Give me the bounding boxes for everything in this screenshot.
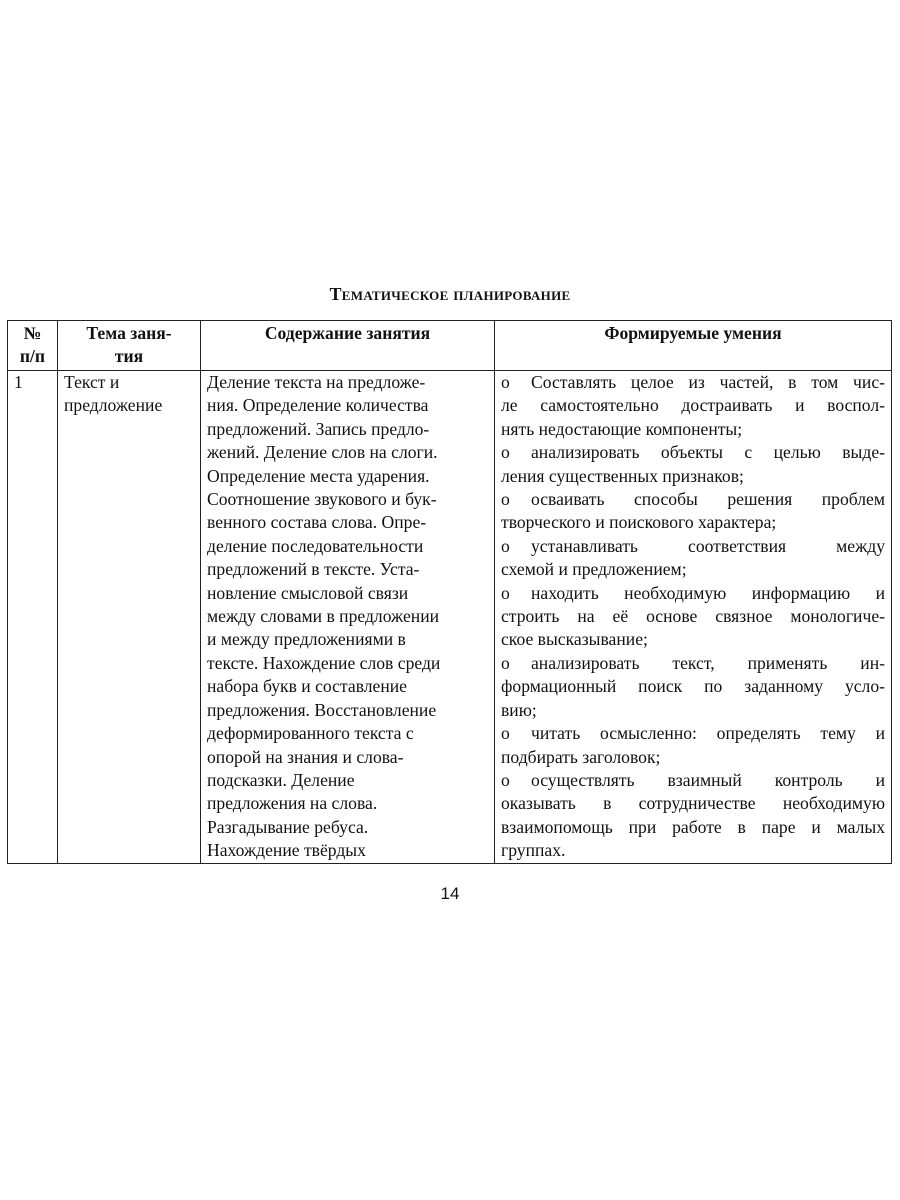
header-line: п/п <box>19 346 46 366</box>
header-content <box>201 321 495 371</box>
bullet-icon: o <box>501 489 510 510</box>
text-line: Определение места ударения. <box>207 465 430 486</box>
bullet-icon: o <box>501 652 510 673</box>
skill-item <box>501 441 885 464</box>
skill-item-continuation <box>501 628 885 651</box>
skill-text: строить на её основе связное монологиче- <box>501 606 885 627</box>
skill-item <box>501 488 885 511</box>
text-line: предложение <box>64 395 163 416</box>
skill-item-continuation <box>501 839 885 862</box>
skill-text: Составлять целое из частей, в том чис- <box>531 372 885 392</box>
skill-text: подбирать заголовок; <box>501 746 661 767</box>
text-line: жений. Деление слов на слоги. <box>207 442 438 463</box>
text-line: Деление текста на предложе- <box>207 372 426 392</box>
text-line: предложения. Восстановление <box>207 699 437 720</box>
text-line: и между предложениями в <box>207 629 406 650</box>
skill-item <box>501 582 885 605</box>
skill-item <box>501 722 885 745</box>
table-row <box>8 371 892 864</box>
skill-text: ления существенных признаков; <box>501 465 744 486</box>
skill-text: взаимопомощь при работе в паре и малых <box>501 816 885 837</box>
cell-content <box>201 371 495 864</box>
skill-item-continuation <box>501 558 885 581</box>
skill-item-continuation <box>501 465 885 488</box>
header-line: тия <box>114 346 144 366</box>
header-line: Формируемые умения <box>604 323 782 343</box>
table-header-row <box>8 321 892 371</box>
text-line: Разгадывание ребуса. <box>207 816 369 837</box>
text-line: венного состава слова. Опре- <box>207 512 427 533</box>
bullet-icon: o <box>501 723 510 744</box>
skill-item-continuation <box>501 746 885 769</box>
skill-text: анализировать текст, применять ин- <box>531 652 885 673</box>
text-line: между словами в предложении <box>207 606 440 627</box>
skill-text: формационный поиск по заданному усло- <box>501 676 885 697</box>
skill-item-continuation <box>501 418 885 441</box>
text-line: Текст и <box>64 372 120 392</box>
skill-text: схемой и предложением; <box>501 559 687 580</box>
skill-item <box>501 371 885 394</box>
cell-skills <box>495 371 892 864</box>
skill-item-continuation <box>501 394 885 417</box>
text-line: деформированного текста с <box>207 723 414 744</box>
header-line: Содержание занятия <box>264 323 431 343</box>
skill-text: осуществлять взаимный контроль и <box>531 769 885 790</box>
skill-item <box>501 535 885 558</box>
text-line: Нахождение твёрдых <box>207 840 366 861</box>
page-number: 14 <box>440 884 460 903</box>
text-line: предложения на слова. <box>207 793 378 814</box>
text-line: тексте. Нахождение слов среди <box>207 652 441 673</box>
skill-item-continuation <box>501 605 885 628</box>
header-num <box>8 321 58 371</box>
header-line: № <box>23 323 42 343</box>
skill-text: творческого и поискового характера; <box>501 512 777 533</box>
skill-text: осваивать способы решения проблем <box>531 489 885 510</box>
text-line: предложений. Запись предло- <box>207 418 430 439</box>
text-line: Соотношение звукового и бук- <box>207 489 437 510</box>
text-line: предложений в тексте. Уста- <box>207 559 420 580</box>
skill-text: нять недостающие компоненты; <box>501 418 743 439</box>
skill-item <box>501 769 885 792</box>
bullet-icon: o <box>501 769 510 790</box>
text-line: ния. Определение количества <box>207 395 429 416</box>
text-line: деление последовательности <box>207 535 424 556</box>
skill-text: ле самостоятельно достраивать и воспол- <box>501 395 885 416</box>
skill-item-continuation <box>501 675 885 698</box>
bullet-icon: o <box>501 535 510 556</box>
header-line: Тема заня- <box>86 323 172 343</box>
skill-text: оказывать в сотрудничестве необходимую <box>501 793 885 814</box>
cell-num: 1 <box>8 371 58 864</box>
skill-text: находить необходимую информацию и <box>531 582 885 603</box>
bullet-icon: o <box>501 372 510 392</box>
text-line: набора букв и составление <box>207 676 407 697</box>
bullet-icon: o <box>501 442 510 463</box>
skill-item-continuation <box>501 792 885 815</box>
skill-item-continuation <box>501 699 885 722</box>
text-line: подсказки. Деление <box>207 769 355 790</box>
cell-topic <box>58 371 201 864</box>
skill-item <box>501 652 885 675</box>
text-line: новление смысловой связи <box>207 582 409 603</box>
header-topic <box>58 321 201 371</box>
skill-text: вию; <box>501 699 537 720</box>
skill-text: устанавливать соответствия между <box>531 535 885 556</box>
skill-text: группах. <box>501 840 566 861</box>
skill-text: ское высказывание; <box>501 629 648 650</box>
thematic-plan-table <box>7 320 892 864</box>
skill-text: читать осмысленно: определять тему и <box>531 723 885 744</box>
text-line: опорой на знания и слова- <box>207 746 404 767</box>
skill-item-continuation <box>501 511 885 534</box>
bullet-icon: o <box>501 582 510 603</box>
header-skills <box>495 321 892 371</box>
skill-item-continuation <box>501 816 885 839</box>
page-title: Тематическое планирование <box>329 284 571 304</box>
skill-text: анализировать объекты с целью выде- <box>531 442 885 463</box>
